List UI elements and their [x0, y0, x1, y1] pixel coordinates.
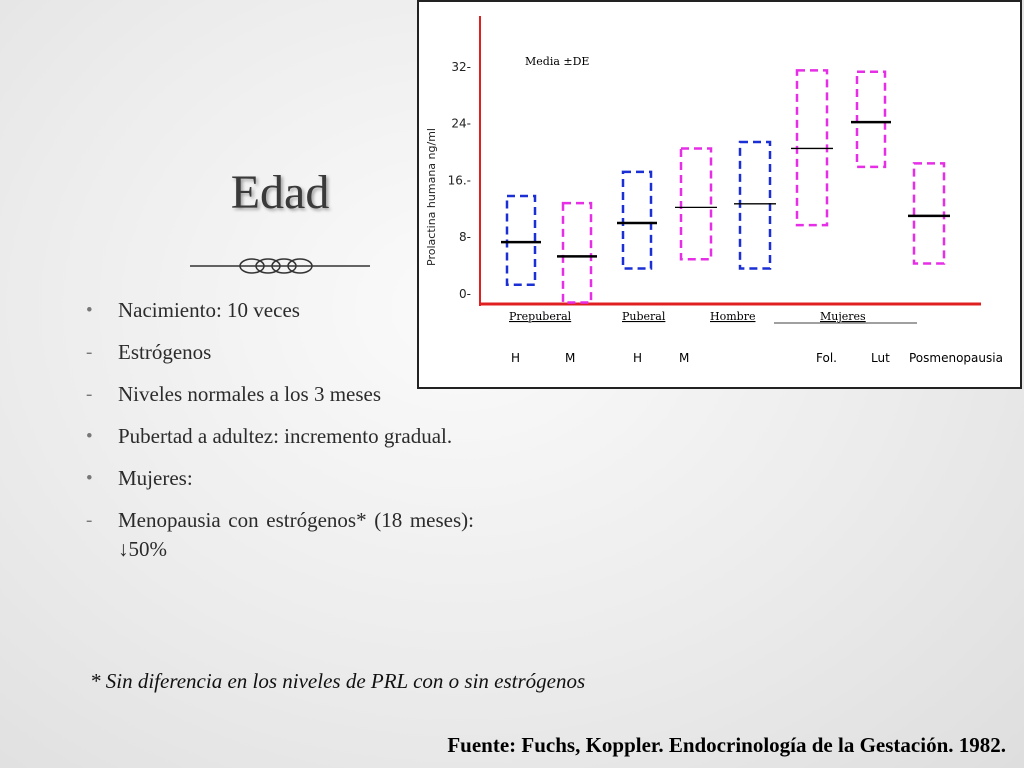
bullet-item	[86, 506, 474, 564]
box-range	[914, 163, 944, 263]
bullet-text: Nacimiento: 10 veces	[118, 298, 300, 322]
group-label: Mujeres	[820, 310, 866, 323]
prolactin-chart-svg	[419, 2, 1020, 387]
subgroup-label: Lut	[871, 351, 890, 365]
y-tick-label: 32-	[451, 59, 471, 74]
bullet-marker: •	[86, 426, 93, 447]
box-range	[507, 196, 535, 285]
subgroup-label: H	[633, 351, 643, 365]
bullet-item	[86, 296, 474, 325]
y-tick-label: 8-	[459, 230, 471, 245]
bullet-text: Pubertad a adultez: incremento gradual.	[118, 424, 453, 448]
bullet-text: Estrógenos	[118, 340, 212, 364]
prolactin-chart	[417, 0, 1022, 389]
box-range	[681, 148, 711, 259]
bullet-item	[86, 338, 474, 367]
y-axis-label: Prolactina humana ng/ml	[425, 128, 438, 266]
bullet-marker: •	[86, 300, 93, 321]
bullet-marker: -	[86, 384, 93, 405]
subgroup-label: Fol.	[816, 351, 837, 365]
title-ornament	[190, 252, 370, 280]
bullet-item	[86, 422, 474, 451]
bullet-marker: -	[86, 342, 93, 363]
y-tick-label: 24-	[451, 116, 471, 131]
y-tick-label: 16.-	[447, 173, 471, 188]
bullet-text: Mujeres:	[118, 466, 193, 490]
subgroup-label: Posmenopausia	[909, 351, 1003, 365]
source-citation: Fuente: Fuchs, Koppler. Endocrinología de la Gestación. 1982.	[447, 733, 1006, 757]
bullet-item	[86, 380, 474, 409]
group-label: Puberal	[622, 310, 666, 323]
slide-title: Edad	[230, 166, 330, 219]
subgroup-label: H	[511, 351, 521, 365]
subgroup-label: M	[679, 351, 690, 365]
bullet-list	[86, 296, 474, 577]
box-range	[740, 142, 770, 268]
y-tick-label: 0-	[459, 287, 471, 301]
bullet-marker: -	[86, 510, 93, 531]
bullet-item	[86, 464, 474, 493]
box-range	[623, 172, 651, 269]
chart-legend: Media ±DE	[525, 55, 590, 68]
box-range	[857, 72, 885, 167]
group-label: Hombre	[710, 310, 756, 323]
box-range	[797, 70, 827, 225]
bullet-text: Menopausia con estrógenos* (18 meses): ↓50%	[118, 508, 474, 561]
footnote: * Sin diferencia en los niveles de PRL con o sin estrógenos	[90, 669, 586, 693]
box-range	[563, 203, 591, 302]
bullet-text: Niveles normales a los 3 meses	[118, 382, 382, 406]
bullet-marker: •	[86, 468, 93, 489]
subgroup-label: M	[565, 351, 576, 365]
group-label: Prepuberal	[509, 310, 572, 323]
